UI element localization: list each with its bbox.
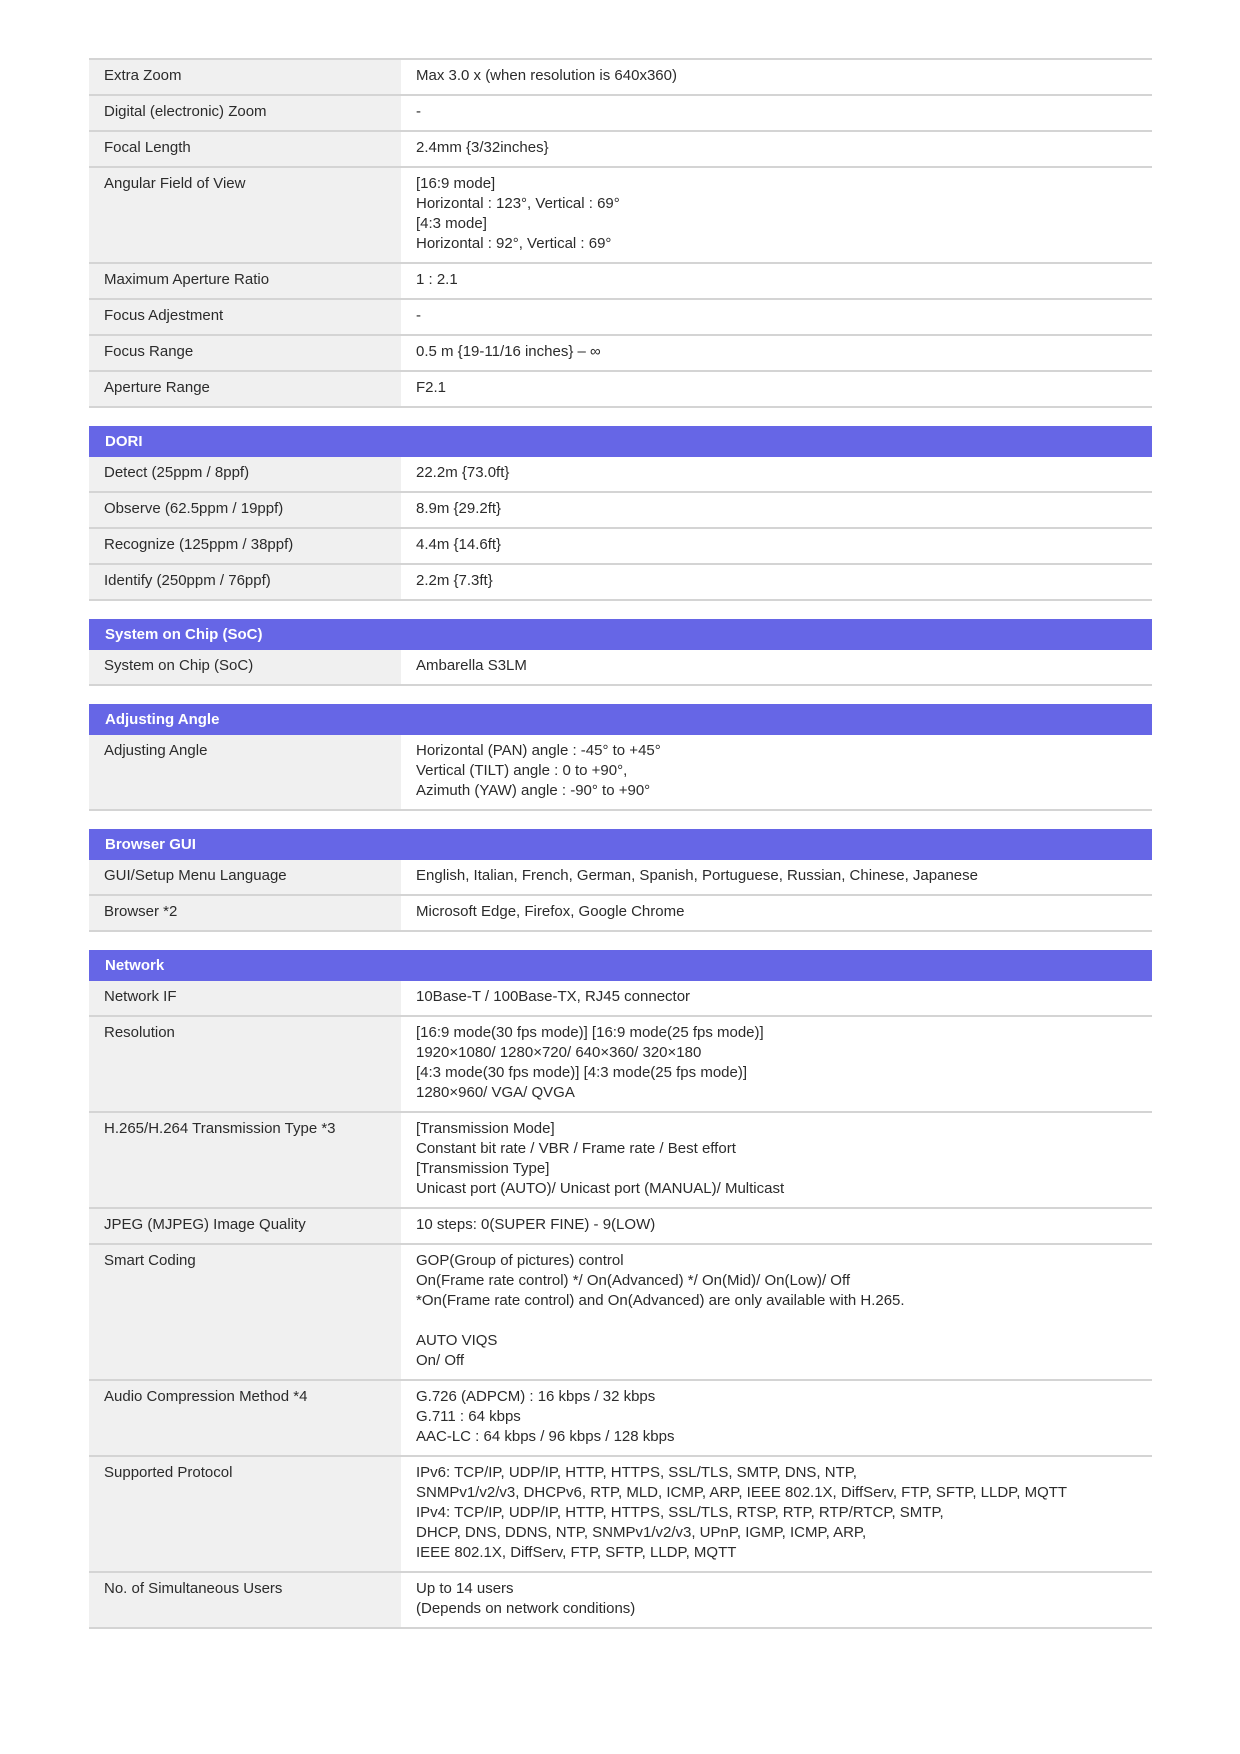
spec-row (89, 1572, 1152, 1628)
spec-row (89, 371, 1152, 407)
spec-value: [Transmission Mode] Constant bit rate / VBR / Frame rate / Best effort [Transmission Type] Unicast port (AUTO)/ Unicast port (MANUAL)/ Multicast (401, 1112, 1152, 1208)
dori-spec-table (89, 457, 1152, 601)
spec-label: Focus Range (89, 335, 401, 371)
spec-row (89, 1112, 1152, 1208)
browser-gui-spec-table (89, 860, 1152, 932)
spec-value: Max 3.0 x (when resolution is 640x360) (401, 59, 1152, 95)
soc-spec-table (89, 650, 1152, 686)
spec-row (89, 1208, 1152, 1244)
spec-value: [16:9 mode] Horizontal : 123°, Vertical : 69° [4:3 mode] Horizontal : 92°, Vertical : 69° (401, 167, 1152, 263)
spec-row (89, 860, 1152, 895)
spec-row (89, 263, 1152, 299)
spec-row (89, 1456, 1152, 1572)
spec-label: Network IF (89, 981, 401, 1016)
browser-gui-section (89, 829, 1152, 932)
spec-label: Identify (250ppm / 76ppf) (89, 564, 401, 600)
spec-row (89, 492, 1152, 528)
adjusting-angle-section (89, 704, 1152, 811)
spec-row (89, 167, 1152, 263)
spec-value: Microsoft Edge, Firefox, Google Chrome (401, 895, 1152, 931)
spec-value: English, Italian, French, German, Spanish, Portuguese, Russian, Chinese, Japanese (401, 860, 1152, 895)
spec-row (89, 95, 1152, 131)
spec-value: 8.9m {29.2ft} (401, 492, 1152, 528)
spec-value: 0.5 m {19-11/16 inches} – ∞ (401, 335, 1152, 371)
spec-label: Observe (62.5ppm / 19ppf) (89, 492, 401, 528)
spec-label: Supported Protocol (89, 1456, 401, 1572)
spec-label: Maximum Aperture Ratio (89, 263, 401, 299)
section-header-adjusting-angle: Adjusting Angle (89, 704, 1152, 735)
spec-row (89, 735, 1152, 810)
spec-row (89, 650, 1152, 685)
lens-spec-table (89, 58, 1152, 408)
spec-value: G.726 (ADPCM) : 16 kbps / 32 kbps G.711 : 64 kbps AAC-LC : 64 kbps / 96 kbps / 128 kbps (401, 1380, 1152, 1456)
spec-label: Adjusting Angle (89, 735, 401, 810)
section-header-network: Network (89, 950, 1152, 981)
spec-label: No. of Simultaneous Users (89, 1572, 401, 1628)
spec-label: JPEG (MJPEG) Image Quality (89, 1208, 401, 1244)
spec-row (89, 564, 1152, 600)
spec-value: [16:9 mode(30 fps mode)] [16:9 mode(25 fps mode)] 1920×1080/ 1280×720/ 640×360/ 320×180 [4:3 mode(30 fps mode)] [4:3 mode(25 fps mode)] 1280×960/ VGA/ QVGA (401, 1016, 1152, 1112)
spec-value: F2.1 (401, 371, 1152, 407)
spec-label: Digital (electronic) Zoom (89, 95, 401, 131)
spec-row (89, 1380, 1152, 1456)
spec-value: 2.4mm {3/32inches} (401, 131, 1152, 167)
section-header-browser-gui: Browser GUI (89, 829, 1152, 860)
spec-label: Resolution (89, 1016, 401, 1112)
spec-value: - (401, 299, 1152, 335)
spec-label: Focal Length (89, 131, 401, 167)
dori-section (89, 426, 1152, 601)
network-spec-table (89, 981, 1152, 1629)
spec-label: Angular Field of View (89, 167, 401, 263)
spec-row (89, 528, 1152, 564)
spec-value: 1 : 2.1 (401, 263, 1152, 299)
spec-label: Audio Compression Method *4 (89, 1380, 401, 1456)
spec-label: Focus Adjestment (89, 299, 401, 335)
section-header-soc: System on Chip (SoC) (89, 619, 1152, 650)
spec-value: - (401, 95, 1152, 131)
spec-value: 10 steps: 0(SUPER FINE) - 9(LOW) (401, 1208, 1152, 1244)
spec-label: Recognize (125ppm / 38ppf) (89, 528, 401, 564)
spec-value: GOP(Group of pictures) control On(Frame rate control) */ On(Advanced) */ On(Mid)/ On(Low)/ Off *On(Frame rate control) and On(Advanced) are only available with H.265. AUTO VIQS On/ Off (401, 1244, 1152, 1380)
spec-value: 4.4m {14.6ft} (401, 528, 1152, 564)
spec-value: IPv6: TCP/IP, UDP/IP, HTTP, HTTPS, SSL/TLS, SMTP, DNS, NTP, SNMPv1/v2/v3, DHCPv6, RTP, MLD, ICMP, ARP, IEEE 802.1X, DiffServ, FTP, SFTP, LLDP, MQTT IPv4: TCP/IP, UDP/IP, HTTP, HTTPS, SSL/TLS, RTSP, RTP, RTP/RTCP, SMTP, DHCP, DNS, DDNS, NTP, SNMPv1/v2/v3, UPnP, IGMP, ICMP, ARP, IEEE 802.1X, DiffServ, FTP, SFTP, LLDP, MQTT (401, 1456, 1152, 1572)
spec-label: System on Chip (SoC) (89, 650, 401, 685)
spec-row (89, 1244, 1152, 1380)
spec-label: H.265/H.264 Transmission Type *3 (89, 1112, 401, 1208)
spec-label: Aperture Range (89, 371, 401, 407)
spec-label: Smart Coding (89, 1244, 401, 1380)
section-header-dori: DORI (89, 426, 1152, 457)
spec-label: Extra Zoom (89, 59, 401, 95)
spec-row (89, 59, 1152, 95)
spec-row (89, 131, 1152, 167)
spec-row (89, 457, 1152, 492)
spec-value: 22.2m {73.0ft} (401, 457, 1152, 492)
spec-row (89, 335, 1152, 371)
spec-value: 2.2m {7.3ft} (401, 564, 1152, 600)
spec-sheet (89, 58, 1152, 1647)
adjusting-angle-spec-table (89, 735, 1152, 811)
spec-row (89, 981, 1152, 1016)
spec-row (89, 299, 1152, 335)
soc-section (89, 619, 1152, 686)
spec-label: Detect (25ppm / 8ppf) (89, 457, 401, 492)
spec-row (89, 1016, 1152, 1112)
lens-section (89, 58, 1152, 408)
spec-value: Ambarella S3LM (401, 650, 1152, 685)
spec-value: 10Base-T / 100Base-TX, RJ45 connector (401, 981, 1152, 1016)
spec-row (89, 895, 1152, 931)
spec-label: GUI/Setup Menu Language (89, 860, 401, 895)
spec-value: Horizontal (PAN) angle : -45° to +45° Vertical (TILT) angle : 0 to +90°, Azimuth (YAW) angle : -90° to +90° (401, 735, 1152, 810)
network-section (89, 950, 1152, 1629)
spec-label: Browser *2 (89, 895, 401, 931)
spec-value: Up to 14 users (Depends on network conditions) (401, 1572, 1152, 1628)
